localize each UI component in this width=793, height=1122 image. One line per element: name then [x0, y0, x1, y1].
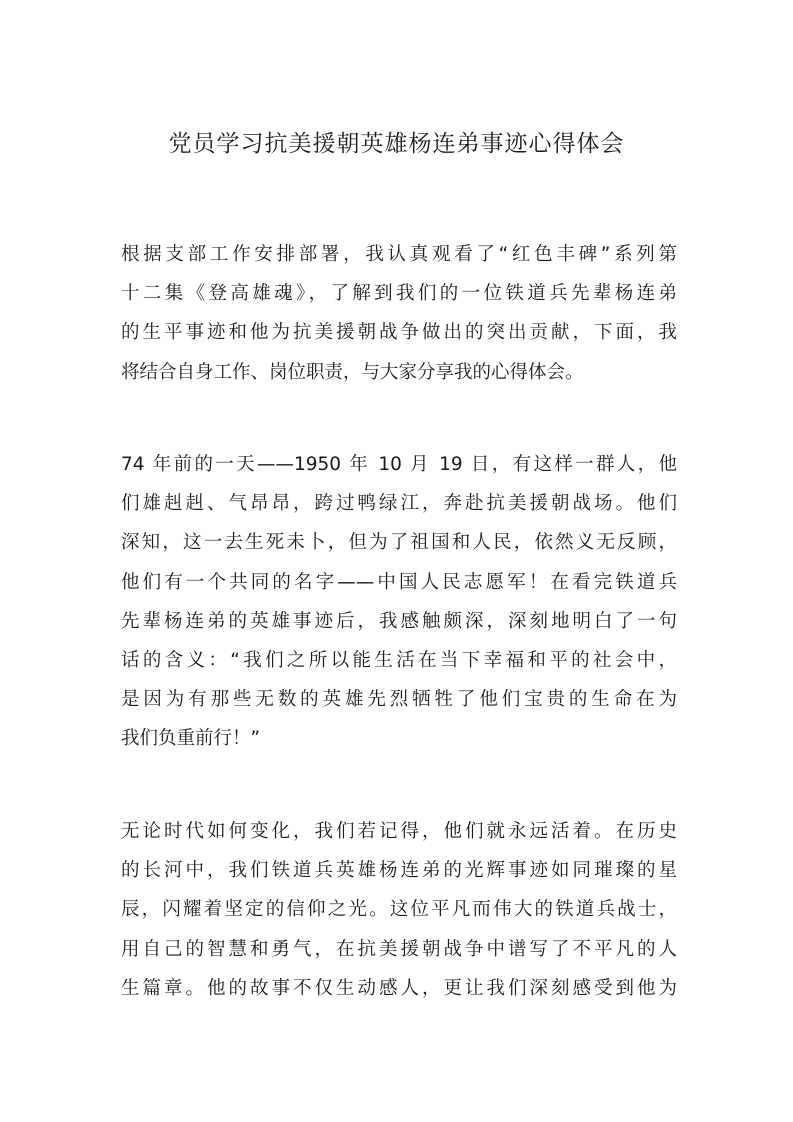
paragraph-line: 将结合自身工作、岗位职责，与大家分享我的心得体会。 — [121, 361, 584, 383]
paragraph-1 — [121, 235, 677, 392]
paragraph-2 — [121, 445, 677, 759]
paragraph-line: 74 年前的一天——1950 年 10 月 19 日，有这样一群人，他 — [121, 454, 677, 475]
paragraph-line: 是因为有那些无数的英雄先烈牺牲了他们宝贵的生命在为 — [121, 689, 677, 711]
paragraph-line: 用自己的智慧和勇气，在抗美援朝战争中谱写了不平凡的人 — [121, 938, 677, 960]
paragraph-line: 的生平事迹和他为抗美援朝战争做出的突出贡献，下面，我 — [121, 322, 677, 344]
paragraph-3 — [121, 812, 677, 1008]
paragraph-line: 的长河中，我们铁道兵英雄杨连弟的光辉事迹如同璀璨的星 — [121, 860, 677, 882]
paragraph-line: 们雄赳赳、气昂昂，跨过鸭绿江，奔赴抗美援朝战场。他们 — [121, 493, 677, 515]
paragraph-line: 生篇章。他的故事不仅生动感人，更让我们深刻感受到他为 — [121, 977, 677, 999]
paragraph-line: 十二集《登高雄魂》，了解到我们的一位铁道兵先辈杨连弟 — [121, 283, 677, 305]
paragraph-line: 辰，闪耀着坚定的信仰之光。这位平凡而伟大的铁道兵战士， — [121, 899, 677, 921]
paragraph-line: 深知，这一去生死未卜，但为了祖国和人民，依然义无反顾， — [121, 532, 677, 554]
paragraph-line: 先辈杨连弟的英雄事迹后，我感触颇深，深刻地明白了一句 — [121, 610, 677, 632]
paragraph-line: 我们负重前行！” — [121, 728, 261, 750]
paragraph-line: 他们有一个共同的名字——中国人民志愿军！在看完铁道兵 — [121, 571, 677, 593]
paragraph-line: 根据支部工作安排部署，我认真观看了“红色丰碑”系列第 — [121, 244, 677, 265]
paragraph-line: 无论时代如何变化，我们若记得，他们就永远活着。在历史 — [121, 821, 677, 842]
paragraph-line: 话的含义：“我们之所以能生活在当下幸福和平的社会中， — [121, 650, 677, 672]
document-title: 党员学习抗美援朝英雄杨连弟事迹心得体会 — [168, 131, 625, 157]
